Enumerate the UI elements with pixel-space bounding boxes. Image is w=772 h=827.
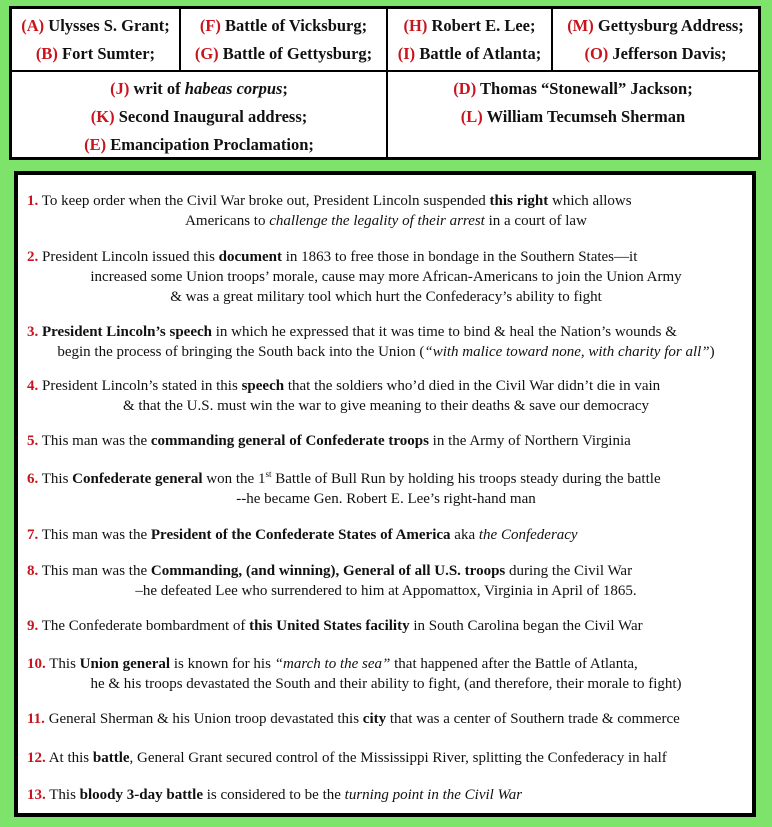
bank-term-j: (J) writ of habeas corpus; bbox=[110, 79, 288, 98]
bank-term-d: (D) Thomas “Stonewall” Jackson; bbox=[453, 79, 693, 98]
bank-term-m: (M) Gettysburg Address; bbox=[567, 16, 744, 35]
bank-term-g: (G) Battle of Gettysburg; bbox=[194, 44, 373, 63]
bank-term-i: (I) Battle of Atlanta; bbox=[397, 44, 542, 63]
question-2: 2. President Lincoln issued this document in 1863 to free those in bondage in the Southern States—it increased some Union troops’ morale, cause may more African-Americans to join the Union Army & was a great military tool which hurt the Confederacy’s ability to fight bbox=[27, 249, 682, 305]
bank-term-a: (A) Ulysses S. Grant; bbox=[21, 16, 170, 35]
question-5: 5. This man was the commanding general of Confederate troops in the Army of Northern Virginia bbox=[27, 433, 631, 449]
bank-term-h: (H) Robert E. Lee; bbox=[403, 16, 536, 35]
question-11: 11. General Sherman & his Union troop devastated this city that was a center of Southern trade & commerce bbox=[27, 711, 680, 727]
question-12: 12. At this battle, General Grant secured control of the Mississippi River, splitting the Confederacy in half bbox=[27, 750, 667, 766]
question-7: 7. This man was the President of the Confederate States of America aka the Confederacy bbox=[27, 527, 578, 543]
question-3: 3. President Lincoln’s speech in which he expressed that it was time to bind & heal the Nation’s wounds & begin the process of bringing the South back into the Union (“with malice toward none, with charity for all”) bbox=[27, 324, 715, 360]
bank-term-b: (B) Fort Sumter; bbox=[35, 44, 156, 63]
question-9: 9. The Confederate bombardment of this United States facility in South Carolina began the Civil War bbox=[27, 618, 643, 634]
question-13: 13. This bloody 3-day battle is considered to be the turning point in the Civil War bbox=[27, 787, 523, 803]
bank-term-k: (K) Second Inaugural address; bbox=[90, 107, 308, 126]
bank-divider bbox=[12, 70, 758, 72]
question-6: 6. This Confederate general won the 1st Battle of Bull Run by holding his troops steady during the battle --he became Gen. Robert E. Lee’s right-hand man bbox=[27, 469, 661, 507]
question-1: 1. To keep order when the Civil War broke out, President Lincoln suspended this right which allows Americans to challenge the legality of their arrest in a court of law bbox=[27, 193, 632, 229]
bank-col-2 bbox=[181, 12, 386, 68]
bank-term-f: (F) Battle of Vicksburg; bbox=[199, 16, 368, 35]
question-8: 8. This man was the Commanding, (and winning), General of all U.S. troops during the Civil War –he defeated Lee who surrendered to him at Appomattox, Virginia in April of 1865. bbox=[27, 563, 637, 599]
questions-box bbox=[14, 171, 756, 817]
bank-col-bottom-right bbox=[388, 75, 758, 131]
question-4: 4. President Lincoln’s stated in this speech that the soldiers who’d died in the Civil War didn’t die in vain & that the U.S. must win the war to give meaning to their deaths & save our democracy bbox=[27, 378, 661, 414]
question-10: 10. This Union general is known for his “march to the sea” that happened after the Battle of Atlanta, he & his troops devastated the South and their ability to fight, (and therefore, their morale to fight) bbox=[27, 656, 682, 692]
bank-term-e: (E) Emancipation Proclamation; bbox=[84, 135, 314, 154]
bank-col-1 bbox=[12, 12, 179, 68]
bank-term-o: (O) Jefferson Davis; bbox=[584, 44, 727, 63]
bank-col-3 bbox=[388, 12, 551, 68]
bank-col-4 bbox=[553, 12, 758, 68]
word-bank bbox=[9, 6, 761, 160]
bank-term-l: (L) William Tecumseh Sherman bbox=[460, 107, 686, 126]
bank-col-bottom-left bbox=[12, 75, 386, 159]
